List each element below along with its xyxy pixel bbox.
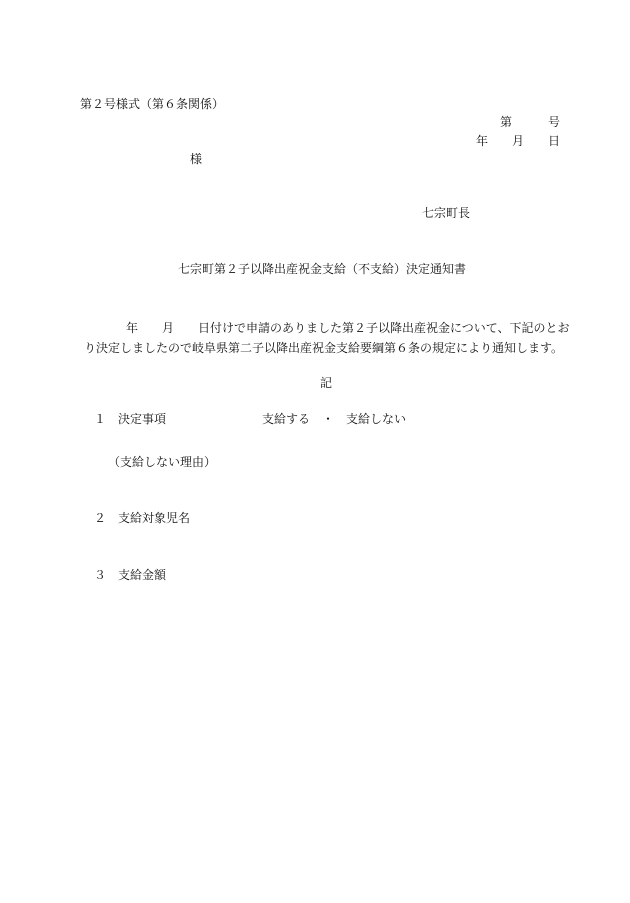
item-amount-label: ３ 支給金額: [94, 568, 167, 582]
item-child-name-label: ２ 支給対象児名: [94, 511, 191, 525]
recipient-suffix: 様: [190, 152, 203, 166]
ki-heading: 記: [320, 376, 333, 390]
item-decision-value: 支給する ・ 支給しない: [262, 412, 407, 426]
document-number: 第 号: [499, 115, 560, 129]
item-decision-label: １ 決定事項: [94, 412, 167, 426]
issuer: 七宗町長: [422, 206, 471, 220]
document-title: 七宗町第２子以降出産祝金支給（不支給）決定通知書: [178, 262, 467, 276]
document-date: 年 月 日: [475, 134, 560, 148]
body-line-1: 年 月 日付けで申請のありました第２子以降出産祝金について、下記のとお: [126, 321, 570, 335]
item-reason-label: （支給しない理由）: [108, 455, 217, 469]
body-line-2: り決定しましたので岐阜県第二子以降出産祝金支給要綱第６条の規定により通知します。: [84, 341, 564, 355]
form-label: 第２号様式（第６条関係）: [80, 97, 225, 111]
